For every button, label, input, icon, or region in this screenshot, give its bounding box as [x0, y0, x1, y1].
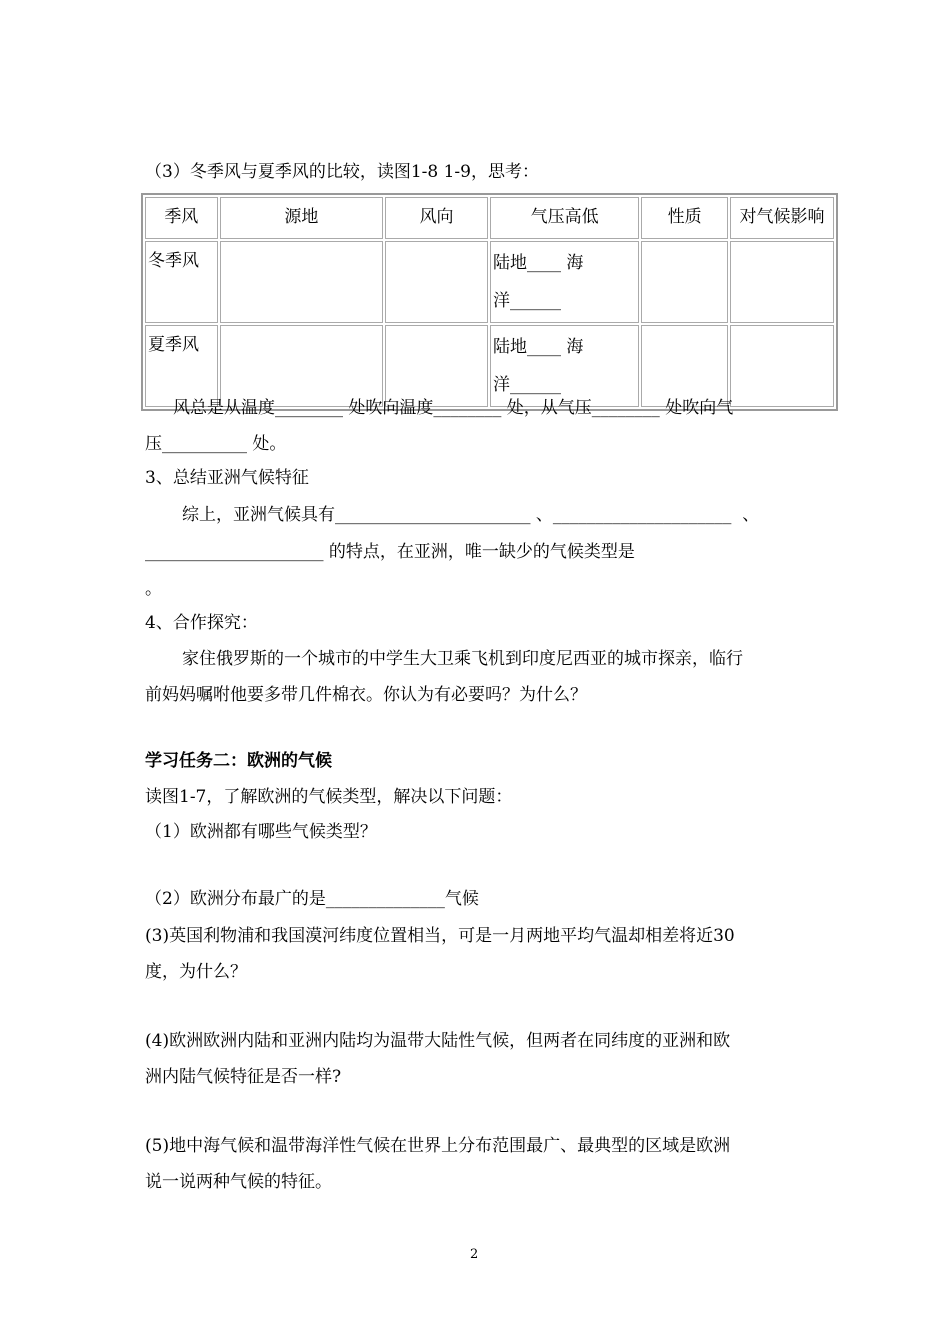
- task-heading: 学习任务二：欧洲的气候: [145, 751, 332, 771]
- blank-cell: [220, 241, 383, 323]
- pressure-cell: [490, 325, 639, 407]
- page-number: 2: [470, 1247, 479, 1262]
- pressure-line: 洋______: [492, 291, 561, 311]
- question-line: （1）欧洲都有哪些气候类型？: [145, 822, 377, 842]
- blank-cell: [641, 241, 728, 323]
- header-cell: 源地: [220, 197, 383, 239]
- question-line: 洲内陆气候特征是否一样?: [145, 1067, 342, 1087]
- question-line: (5)地中海气候和温带海洋性气候在世界上分布范围最广、最典型的区域是欧洲: [145, 1136, 731, 1156]
- question-line: 家住俄罗斯的一个城市的中学生大卫乘飞机到印度尼西亚的城市探亲，临行: [182, 649, 743, 669]
- wind-rule-line: 压__________ 处。: [145, 434, 287, 454]
- question-line: 度，为什么？: [145, 962, 247, 982]
- task-intro: 读图1-7，了解欧洲的气候类型，解决以下问题：: [145, 787, 513, 807]
- wind-rule-line: 风总是从温度________ 处吹向温度________ 处，从气压________ 处吹向气: [173, 398, 734, 418]
- question-line: （2）欧洲分布最广的是______________气候: [145, 889, 479, 909]
- summary-line: _____________________ 的特点，在亚洲，唯一缺少的气候类型是: [145, 542, 635, 562]
- header-cell: 气压高低: [490, 197, 639, 239]
- header-cell: 季风: [145, 197, 218, 239]
- header-cell: 对气候影响: [730, 197, 834, 239]
- blank-cell: [730, 241, 834, 323]
- summary-line: 综上，亚洲气候具有_______________________ 、_____________________ 、: [182, 505, 760, 525]
- row-label: 冬季风: [145, 241, 218, 323]
- table-intro: （3）冬季风与夏季风的比较，读图1-8 1-9，思考：: [145, 162, 539, 182]
- section-title: 4、合作探究：: [145, 613, 258, 633]
- question-line: 说一说两种气候的特征。: [145, 1172, 332, 1192]
- pressure-cell: [490, 241, 639, 323]
- question-line: (3)英国利物浦和我国漠河纬度位置相当，可是一月两地平均气温却相差将近30: [145, 926, 735, 946]
- blank-cell: [385, 241, 488, 323]
- summary-line: 。: [145, 579, 162, 599]
- pressure-line: 洋______: [492, 375, 561, 395]
- table-header-row: [145, 197, 834, 239]
- header-cell: 性质: [641, 197, 728, 239]
- monsoon-comparison-table: [141, 193, 838, 411]
- blank-cell: [220, 325, 383, 407]
- section-title: 3、总结亚洲气候特征: [145, 468, 309, 488]
- pressure-line: 陆地____ 海: [492, 253, 584, 273]
- table-row: [145, 241, 834, 323]
- pressure-line: 陆地____ 海: [492, 337, 584, 357]
- blank-cell: [730, 325, 834, 407]
- blank-cell: [641, 325, 728, 407]
- table-row: [145, 325, 834, 407]
- question-line: 前妈妈嘱咐他要多带几件棉衣。你认为有必要吗？为什么？: [145, 685, 587, 705]
- blank-cell: [385, 325, 488, 407]
- question-line: (4)欧洲欧洲内陆和亚洲内陆均为温带大陆性气候，但两者在同纬度的亚洲和欧: [145, 1031, 731, 1051]
- header-cell: 风向: [385, 197, 488, 239]
- row-label: 夏季风: [145, 325, 218, 407]
